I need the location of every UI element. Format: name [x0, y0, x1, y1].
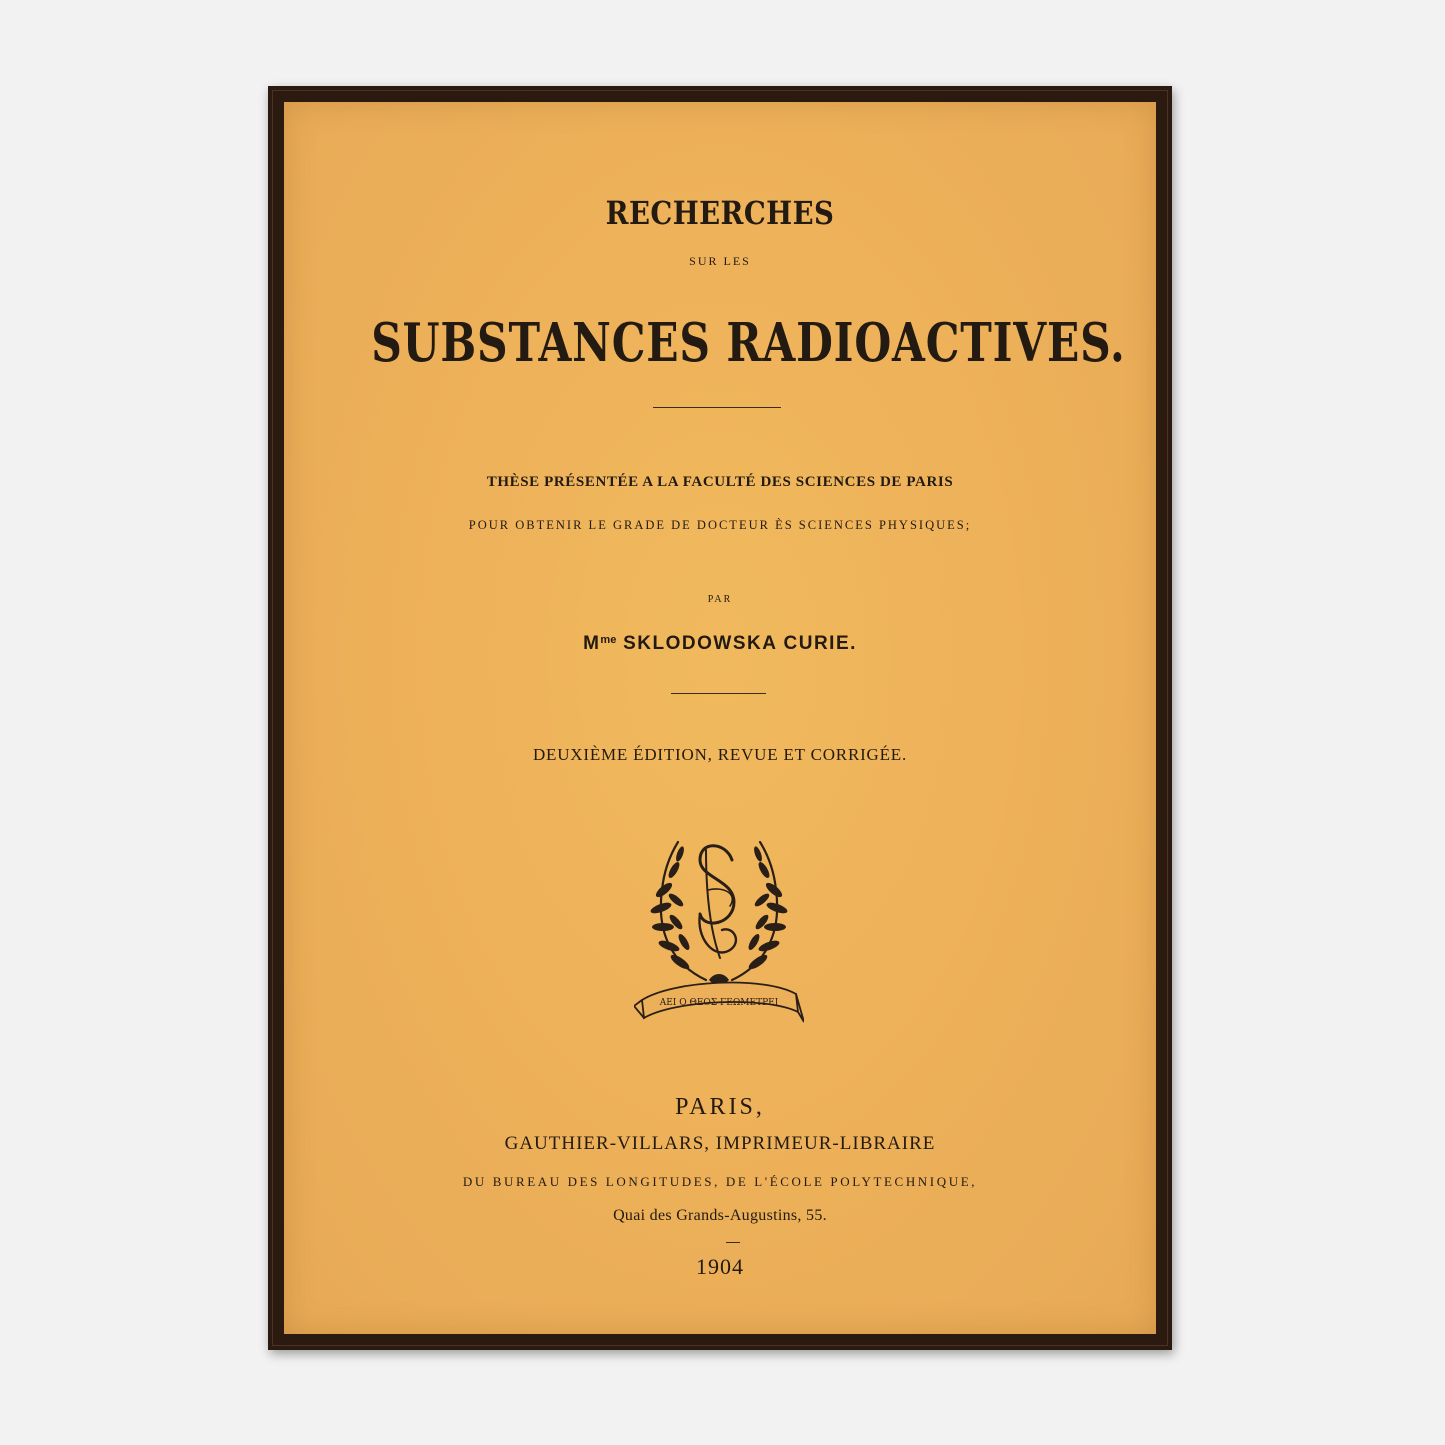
author-name: [284, 633, 1156, 655]
author-prefix: M: [583, 633, 601, 654]
publisher-address: Quai des Grands-Augustins, 55.: [613, 1207, 827, 1224]
emblem-motto: ΑΕΙ Ο ΘΕΟΣ ΓΕΩΜΕΤΡΕΙ: [659, 998, 779, 1008]
publication-year: 1904: [696, 1254, 744, 1279]
divider-rule: [671, 693, 766, 694]
book-title: RECHERCHES: [605, 194, 835, 232]
author-title-sup: me: [600, 634, 617, 646]
author-surname: SKLODOWSKA CURIE.: [616, 633, 857, 654]
title-page: [284, 102, 1156, 1334]
publisher-name: GAUTHIER-VILLARS, IMPRIMEUR-LIBRAIRE: [504, 1133, 936, 1154]
divider-rule: [653, 407, 781, 408]
publication-city: PARIS,: [675, 1094, 765, 1120]
publisher-emblem-icon: [634, 830, 804, 1026]
by-label: PAR: [707, 594, 733, 605]
thesis-degree: POUR OBTENIR LE GRADE DE DOCTEUR ÈS SCIENCES PHYSIQUES;: [468, 518, 972, 532]
book-subject: SUBSTANCES RADIOACTIVES.: [371, 312, 1126, 374]
thesis-statement: THÈSE PRÉSENTÉE A LA FACULTÉ DES SCIENCES DE PARIS: [486, 474, 954, 490]
publisher-affiliation: DU BUREAU DES LONGITUDES, DE L'ÉCOLE POLYTECHNIQUE,: [462, 1174, 978, 1189]
edition-note: DEUXIÈME ÉDITION, REVUE ET CORRIGÉE.: [532, 745, 908, 764]
picture-frame: [268, 86, 1172, 1350]
divider-rule: [726, 1242, 740, 1243]
subtitle-connector: SUR LES: [689, 254, 751, 268]
